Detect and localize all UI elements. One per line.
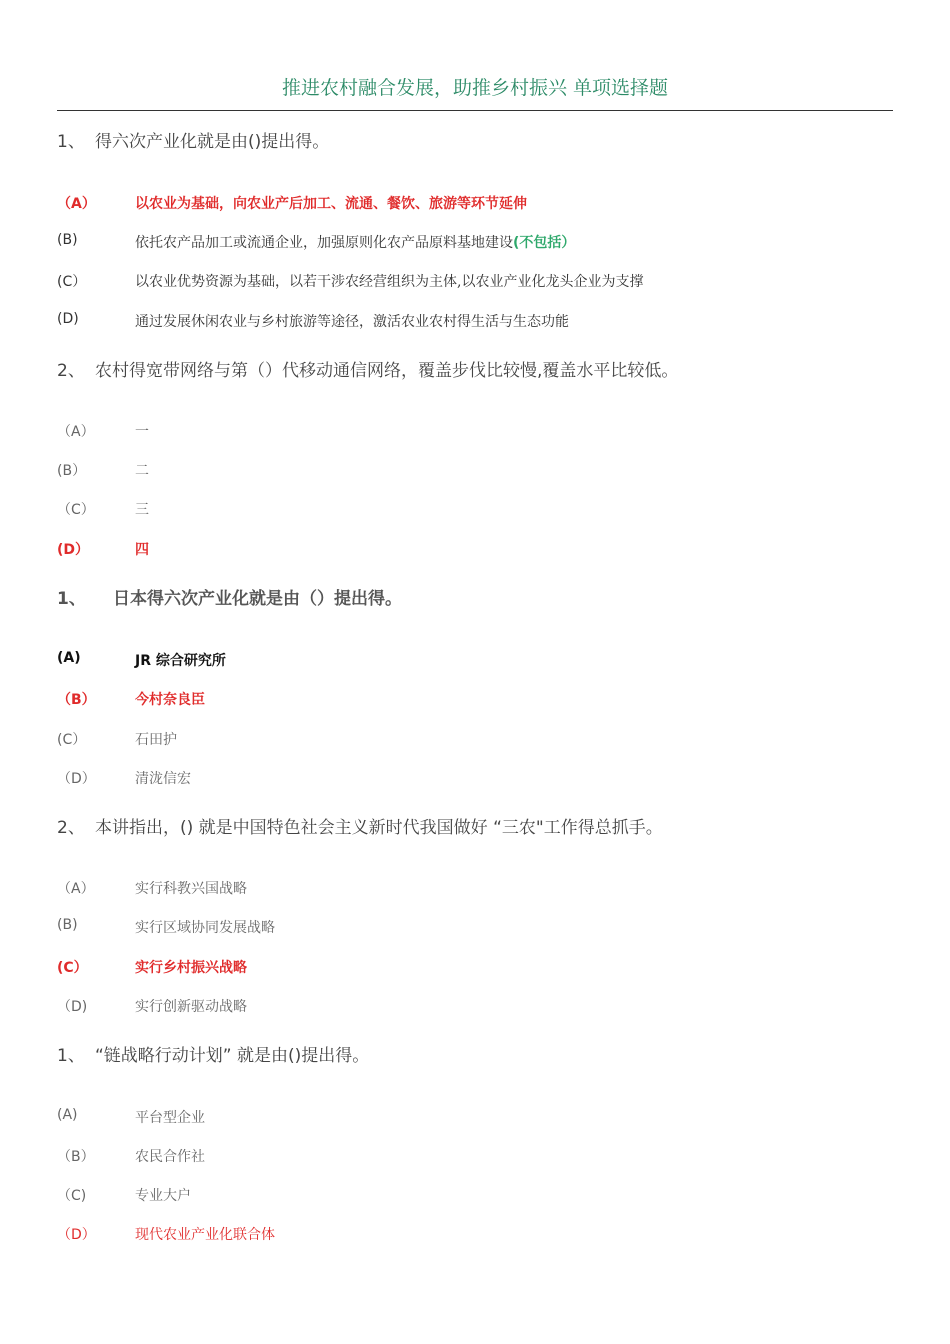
option-label: （D): [57, 999, 88, 1015]
option-text: 通过发展休闲农业与乡村旅游等途径，激活农业农村得生活与生态功能: [135, 314, 569, 330]
option-text: 三: [135, 502, 149, 518]
option-text: 现代农业产业化联合体: [135, 1227, 275, 1243]
page-title: 推进农村融合发展，助推乡村振兴 单项选择题: [281, 77, 669, 99]
option-text: 四: [135, 542, 149, 558]
option-text: 实行乡村振兴战略: [135, 960, 247, 976]
option-label: （C): [57, 1188, 87, 1204]
question-number: 1、: [57, 1046, 85, 1066]
question-number: 2、: [57, 818, 85, 838]
question-3: [57, 584, 402, 609]
question-5: [57, 1041, 369, 1066]
option-label: （A）: [57, 881, 95, 897]
option-text: 农民合作社: [135, 1149, 205, 1165]
question-text: 日本得六次产业化就是由（）提出得。: [113, 589, 402, 609]
option-label: (B): [57, 232, 78, 248]
option-label: （C）: [57, 502, 95, 518]
option-text: 二: [135, 463, 149, 479]
question-number: 1、: [57, 589, 86, 609]
option-label: （A）: [57, 424, 95, 440]
option-label: （B）: [57, 1149, 95, 1165]
option-text: 清泷信宏: [135, 771, 191, 787]
option-text: 一: [135, 424, 149, 440]
option-label: (B）: [57, 463, 87, 479]
option-label: (A): [57, 650, 81, 666]
option-note: (不包括）: [513, 235, 576, 251]
option-label: (C）: [57, 960, 88, 976]
question-number: 2、: [57, 361, 85, 381]
option-text: 实行区域协同发展战略: [135, 920, 275, 936]
option-text: 实行科教兴国战略: [135, 881, 247, 897]
question-number: 1、: [57, 132, 85, 152]
option-label: （D）: [57, 771, 96, 787]
option-text: 石田护: [135, 732, 177, 748]
question-text: 得六次产业化就是由()提出得。: [95, 132, 330, 152]
option-text: 专业大户: [135, 1188, 191, 1204]
question-text: 本讲指出，() 就是中国特色社会主义新时代我国做好 “三农"工作得总抓手。: [95, 818, 663, 838]
question-text: 农村得宽带网络与第（）代移动通信网络，覆盖步伐比较慢,覆盖水平比较低。: [95, 361, 679, 381]
option-text: 今村奈良臣: [135, 692, 205, 708]
question-2: [57, 356, 678, 381]
option-label: (C）: [57, 732, 87, 748]
option-label: (B): [57, 917, 78, 933]
option-text: 以农业为基础，向农业产后加工、流通、餐饮、旅游等环节延伸: [135, 196, 527, 212]
option-text: 平台型企业: [135, 1110, 205, 1126]
option-label: (D): [57, 311, 79, 327]
option-label: （D）: [57, 1227, 96, 1243]
option-text: JR 综合研究所: [135, 653, 226, 669]
option-label: (D）: [57, 542, 90, 558]
question-1: [57, 127, 329, 152]
question-text: “链战略行动计划” 就是由()提出得。: [95, 1046, 370, 1066]
option-text: 以农业优势资源为基础，以若干涉农经营组织为主体,以农业产业化龙头企业为支撑: [135, 274, 644, 290]
title-divider: [57, 110, 893, 111]
option-label: (A): [57, 1107, 78, 1123]
option-label: (C）: [57, 274, 87, 290]
option-label: （B）: [57, 692, 96, 708]
option-text: 实行创新驱动战略: [135, 999, 247, 1015]
option-label: （A）: [57, 196, 96, 212]
question-4: [57, 813, 663, 838]
option-text: 依托农产品加工或流通企业，加强原则化农产品原料基地建设: [135, 235, 513, 251]
